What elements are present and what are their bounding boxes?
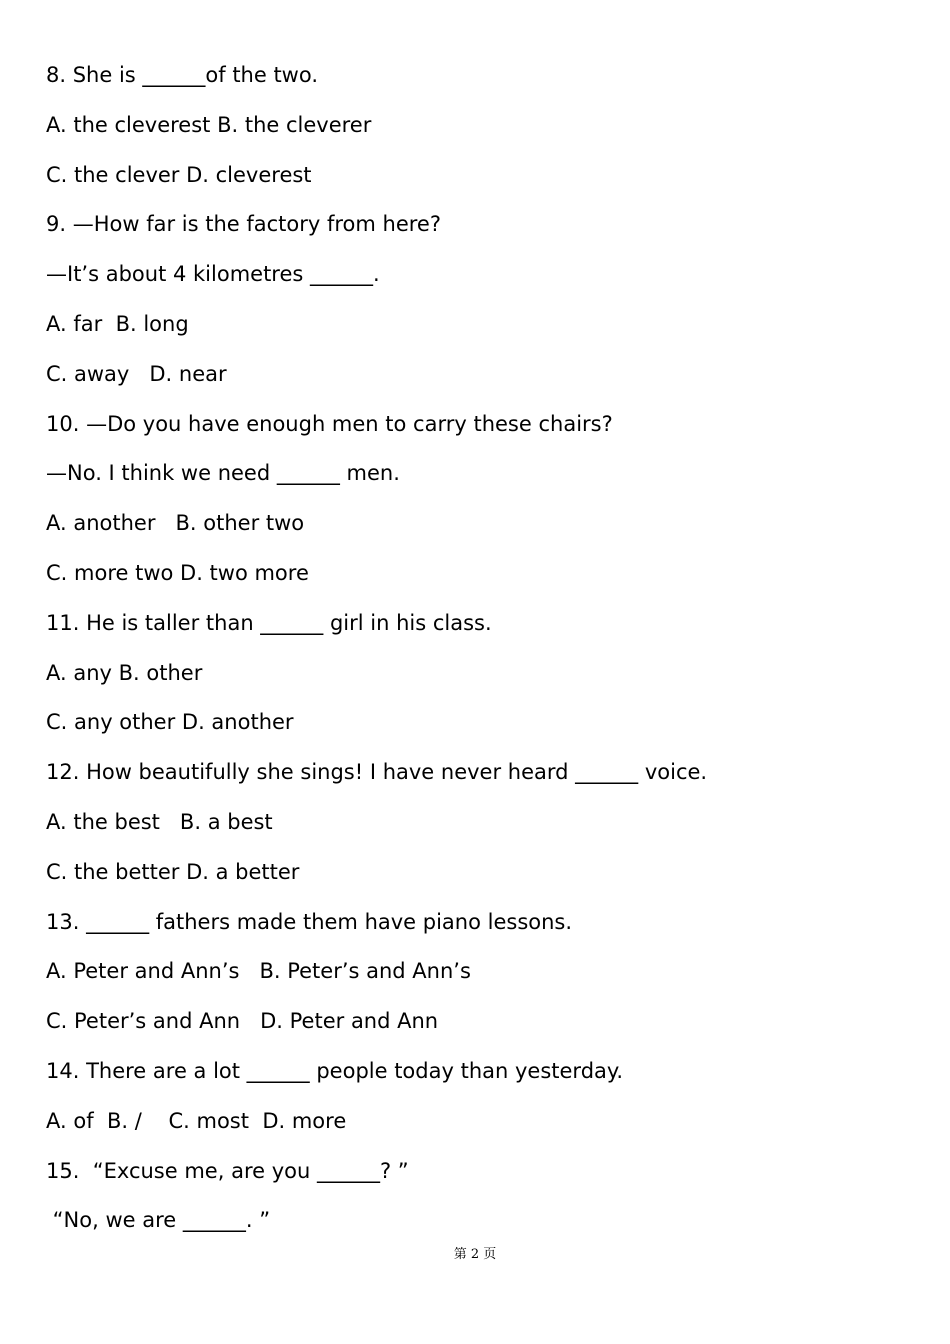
question-9-options-cd: C. away D. near bbox=[46, 361, 227, 386]
question-13-options-cd: C. Peter’s and Ann D. Peter and Ann bbox=[46, 1009, 439, 1034]
question-12-options-cd: C. the better D. a better bbox=[46, 859, 300, 884]
question-9-options-ab: A. far B. long bbox=[46, 311, 189, 336]
question-10-options-ab: A. another B. other two bbox=[46, 511, 305, 536]
page-number: 第 2 页 bbox=[453, 1247, 497, 1262]
question-11-stem: 11. He is taller than ______ girl in his class. bbox=[46, 610, 492, 635]
question-11-options-cd: C. any other D. another bbox=[46, 710, 294, 735]
question-10-stem: 10. —Do you have enough men to carry these chairs? bbox=[46, 411, 613, 436]
question-12-options-ab: A. the best B. a best bbox=[46, 809, 273, 834]
question-11-options-ab: A. any B. other bbox=[46, 660, 203, 685]
question-9-stem: 9. —How far is the factory from here? bbox=[46, 212, 442, 237]
question-8-options-cd: C. the clever D. cleverest bbox=[46, 162, 312, 187]
question-12-stem: 12. How beautifully she sings! I have never heard ______ voice. bbox=[46, 760, 708, 785]
question-10-reply: —No. I think we need ______ men. bbox=[46, 461, 400, 486]
question-13-options-ab: A. Peter and Ann’s B. Peter’s and Ann’s bbox=[46, 959, 471, 984]
question-15-stem: 15. “Excuse me, are you ______? ” bbox=[46, 1158, 409, 1183]
question-10-options-cd: C. more two D. two more bbox=[46, 560, 309, 585]
question-15-reply: “No, we are ______. ” bbox=[46, 1208, 271, 1233]
question-list bbox=[46, 59, 926, 1254]
question-9-reply: —It’s about 4 kilometres ______. bbox=[46, 262, 380, 287]
question-13-stem: 13. ______ fathers made them have piano lessons. bbox=[46, 909, 573, 934]
question-8-stem: 8. She is ______of the two. bbox=[46, 63, 319, 87]
question-8-options-ab: A. the cleverest B. the cleverer bbox=[46, 112, 372, 137]
question-14-stem: 14. There are a lot ______ people today than yesterday. bbox=[46, 1058, 623, 1083]
question-14-options: A. of B. / C. most D. more bbox=[46, 1108, 347, 1133]
